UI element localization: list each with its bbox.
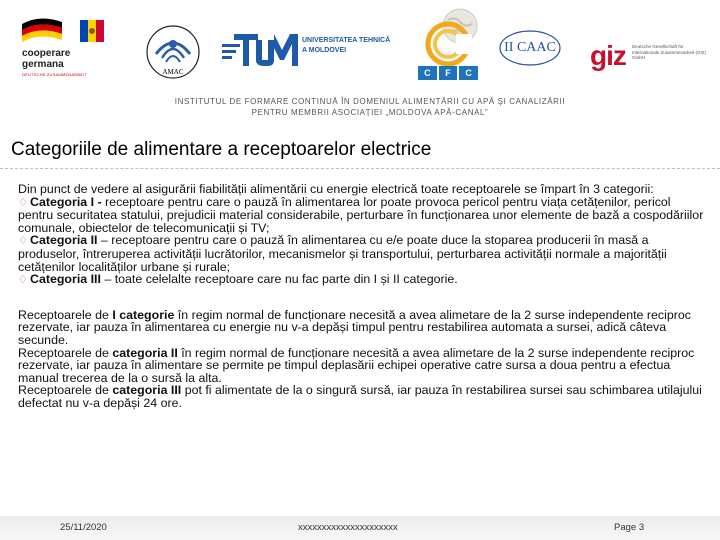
- spacer: [18, 287, 704, 309]
- amac-emblem-icon: [142, 24, 204, 82]
- page-title: Categoriile de alimentare a receptoarelor electrice: [11, 139, 432, 160]
- amac-logo: [142, 24, 204, 82]
- slide-footer: [0, 516, 720, 540]
- footer-date: 25/11/2020: [60, 522, 107, 533]
- utm-name: UNIVERSITATEA TEHNICĂ A MOLDOVEI: [302, 37, 391, 54]
- cfc-emblem-icon: [404, 20, 484, 66]
- giz-word: giz: [590, 40, 626, 71]
- category-bullet: ♢ Categoria I - receptoare pentru care o pauză în alimentarea lor poate provoca pericol pentru viața cetățenilor, pericol pentru securitatea statului, prejudicii material considerabile, perturbare în funcționarea unor elemente de bază a cospodăriilor comunale, obiectelor de telecomunicații și TV;: [18, 194, 704, 235]
- cfc-letters: C F C: [418, 66, 478, 80]
- diamond-outline-icon: ♢: [18, 235, 28, 248]
- category-bullet: ♢ Categoria III – toate celelalte receptoare care nu fac parte din I și II categorie.: [18, 272, 458, 287]
- institute-header: INSTITUTUL DE FORMARE CONTINUĂ ÎN DOMENIUL ALIMENTĂRII CU APĂ ŞI CANALIZĂRII PENTRU MEMBRII ASOCIAȚIEI „MOLDOVA APĂ-CANAL”: [174, 97, 566, 117]
- slide-body: [18, 183, 704, 410]
- category-paragraph: Receptoarele de categoria II în regim normal de funcționare necesită a avea alimetare de la 2 surse independente reciproc rezervate, iar pauza în alimentare se permite pe timpul deplasării echipei operative catre sursa a doua pentru a efectua manual trecerea de la o sursă la alta.: [18, 345, 695, 385]
- intro-paragraph: Din punct de vedere al asigurării fiabilității alimentării cu energie electrică toate receptoarele se împart în 3 categorii:: [18, 182, 654, 196]
- giz-logo: [590, 40, 710, 76]
- logo-bar: [0, 0, 720, 92]
- footer-placeholder: xxxxxxxxxxxxxxxxxxxxx: [298, 522, 398, 533]
- title-divider: [0, 168, 720, 169]
- caac-logo: [498, 28, 562, 68]
- category-paragraph: Receptoarele de I categorie în regim normal de funcționare necesită a avea alimetare de la 2 surse independente reciproc rezervate, iar pauza în alimentarea cu energie nu v-a depăși timpul pentru restabilirea automata a sursei, adică câteva secunde.: [18, 307, 691, 347]
- coop-name: cooperare germana: [22, 48, 71, 70]
- giz-subtitle: Deutsche Gesellschaft für Internationale Zusammenarbeit (GIZ) GmbH: [632, 44, 707, 60]
- cfc-logo: [404, 20, 484, 82]
- diamond-outline-icon: ♢: [18, 196, 28, 209]
- category-bullet: ♢ Categoria II – receptoare pentru care o pauză în alimentarea cu e/e poate duce la stoparea producerii în masă a produselor, întreruperea activității lucrătorilor, mecanismelor și transportului, perturbarea activității normale a majorității cetățenilor localităților urbane și rurale;: [18, 233, 667, 274]
- cooperare-germana-logo: [18, 14, 110, 76]
- page-number: Page 3: [614, 522, 645, 533]
- flags-icon: [18, 14, 110, 46]
- utm-logo: [222, 30, 394, 70]
- category-paragraph: Receptoarele de categoria III pot fi alimentate de la o singură sursă, iar pauza în restabilirea sursei sau schimbarea utilajului defectat nu v-a depăși 24 ore.: [18, 383, 702, 410]
- coop-subtitle: DEUTSCHE ZUSAMMENARBEIT: [22, 72, 88, 77]
- diamond-outline-icon: ♢: [18, 274, 28, 287]
- amac-label: AMAC: [162, 68, 184, 76]
- caac-label: II CAAC: [504, 40, 556, 55]
- utm-emblem-icon: [222, 30, 302, 70]
